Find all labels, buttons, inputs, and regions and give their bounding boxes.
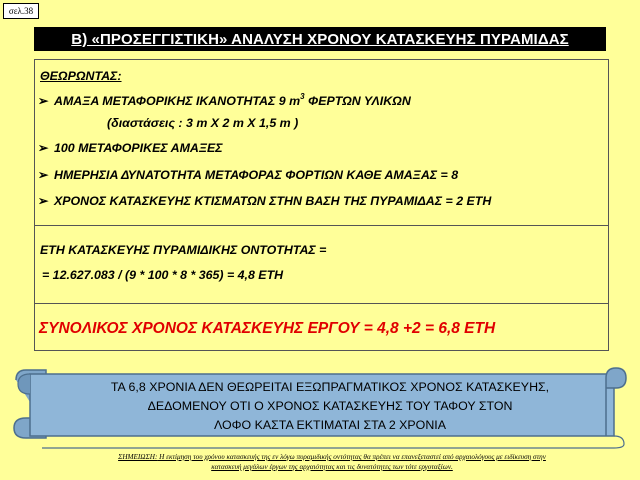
assumption-item-wagon-count: ➢ 100 ΜΕΤΑΦΟΡΙΚΕΣ ΑΜΑΞΕΣ (38, 141, 223, 155)
footnote (46, 452, 618, 472)
footnote-line-2: κατασκευή μεγάλων έργων της αρχαιότητας και τις δυνατότητες των τότε εργοταξίων. (211, 463, 453, 471)
assumptions-heading: ΘΕΩΡΩΝΤΑΣ: (40, 69, 122, 83)
total-construction-time: ΣΥΝΟΛΙΚΟΣ ΧΡΟΝΟΣ ΚΑΤΑΣΚΕΥΗΣ ΕΡΓΟΥ = 4,8 +2 = 6,8 ΕΤΗ (39, 320, 496, 337)
bullet-arrow-icon: ➢ (38, 168, 49, 182)
conclusion-line-1: ΤΑ 6,8 ΧΡΟΝΙΑ ΔΕΝ ΘΕΩΡΕΙΤΑΙ ΕΞΩΠΡΑΓΜΑΤΙΚΟΣ ΧΡΟΝΟΣ ΚΑΤΑΣΚΕΥΗΣ, (110, 380, 550, 394)
bullet-arrow-icon: ➢ (38, 194, 49, 208)
bullet-arrow-icon: ➢ (38, 141, 49, 155)
assumption-item-daily-loads: ➢ ΗΜΕΡΗΣΙΑ ΔΥΝΑΤΟΤΗΤΑ ΜΕΤΑΦΟΡΑΣ ΦΟΡΤΙΩΝ ΚΑΘΕ ΑΜΑΞΑΣ = 8 (38, 168, 459, 182)
assumption-item-wagon-capacity: ➢ ΑΜΑΞΑ ΜΕΤΑΦΟΡΙΚΗΣ ΙΚΑΝΟΤΗΤΑΣ 9 $m^3$ ΦΕΡΤΩΝ ΥΛΙΚΩΝ (38, 92, 411, 108)
footnote-line-1: Η εκτίμηση του χρόνου κατασκευής της εν λόγω πυραμιδικής οντότητας θα πρέπει να επανεξεταστεί από αρχαιολόγους με ειδίκευση στην (157, 453, 546, 461)
slide-number-label: σελ.38 (3, 3, 39, 19)
assumption-dimensions: (διαστάσεις : 3 m Χ 2 m Χ 1,5 m ) (107, 116, 299, 130)
bullet-arrow-icon: ➢ (38, 94, 49, 108)
section-divider (35, 303, 608, 304)
assumption-item-base-buildings: ➢ ΧΡΟΝΟΣ ΚΑΤΑΣΚΕΥΗΣ ΚΤΙΣΜΑΤΩΝ ΣΤΗΝ ΒΑΣΗ ΤΗΣ ΠΥΡΑΜΙΔΑΣ = 2 ΕΤΗ (38, 194, 492, 208)
footnote-label: ΣΗΜΕΙΩΣΗ: (118, 453, 158, 461)
conclusion-text (80, 378, 580, 435)
conclusion-scroll-banner (10, 366, 630, 449)
conclusion-line-2: ΔΕΔΟΜΕΝΟΥ ΟΤΙ Ο ΧΡΟΝΟΣ ΚΑΤΑΣΚΕΥΗΣ ΤΟΥ ΤΑΦΟΥ ΣΤΟΝ (147, 399, 513, 413)
conclusion-line-3: ΛΟΦΟ ΚΑΣΤΑ ΕΚΤΙΜΑΤΑΙ ΣΤΑ 2 ΧΡΟΝΙΑ (214, 418, 446, 432)
section-divider (35, 225, 608, 226)
slide-title (34, 27, 606, 51)
calculation-label: ΕΤΗ ΚΑΤΑΣΚΕΥΗΣ ΠΥΡΑΜΙΔΙΚΗΣ ΟΝΤΟΤΗΤΑΣ = (40, 243, 327, 257)
calculation-formula: = 12.627.083 / (9 * 100 * 8 * 365) = 4,8 ΕΤΗ (42, 268, 284, 282)
analysis-table (34, 59, 609, 351)
slide-title-text: Β) «ΠΡΟΣΕΓΓΙΣΤΙΚΗ» ΑΝΑΛΥΣΗ ΧΡΟΝΟΥ ΚΑΤΑΣΚΕΥΗΣ ΠΥΡΑΜΙΔΑΣ (71, 30, 569, 48)
